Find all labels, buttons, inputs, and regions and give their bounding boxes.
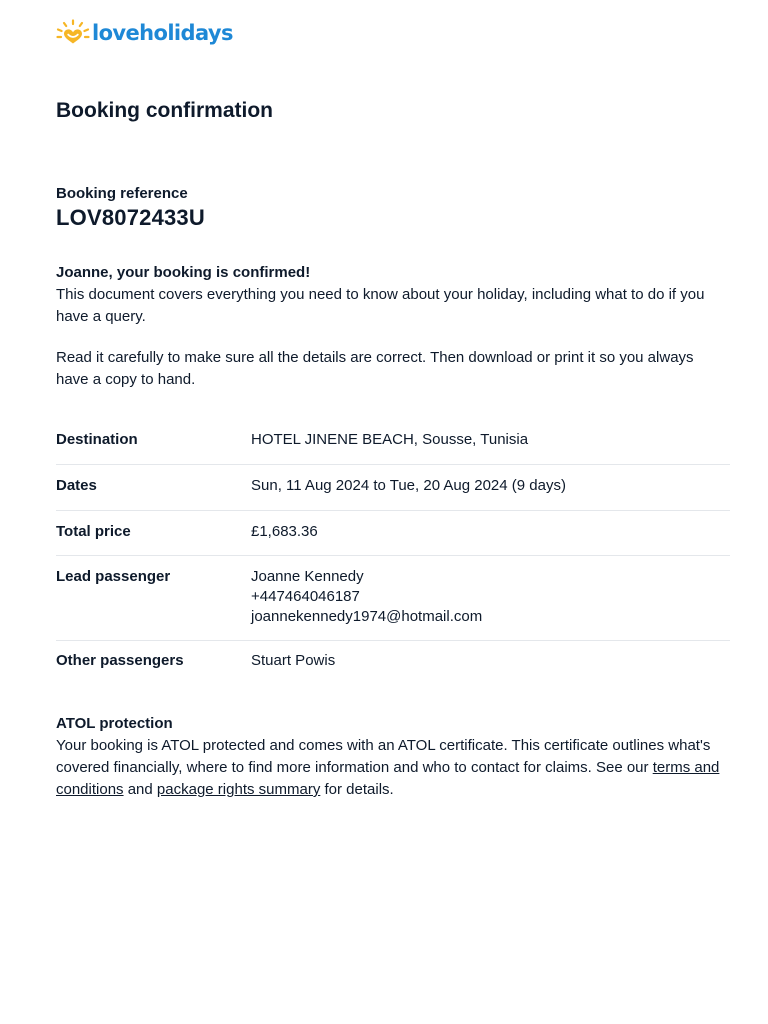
booking-details-table — [56, 420, 730, 681]
details-row-total-price — [56, 511, 730, 556]
total-price-value: £1,683.36 — [251, 523, 318, 540]
lead-passenger-value — [251, 567, 730, 640]
details-row-lead-passenger — [56, 556, 730, 641]
atol-heading: ATOL protection — [56, 715, 173, 732]
lead-passenger-name: Joanne Kennedy — [251, 568, 364, 585]
atol-paragraph — [56, 735, 730, 801]
lead-passenger-email: joannekennedy1974@hotmail.com — [251, 608, 483, 625]
dates-value: Sun, 11 Aug 2024 to Tue, 20 Aug 2024 (9 days) — [251, 477, 566, 494]
confirmation-greeting: Joanne, your booking is confirmed! — [56, 264, 311, 281]
details-row-other-passengers — [56, 641, 730, 681]
logo-wordmark: loveholidays — [92, 20, 233, 45]
loveholidays-logo — [56, 17, 233, 49]
intro-section — [56, 262, 730, 391]
atol-text: and — [123, 781, 157, 798]
destination-value: HOTEL JINENE BEACH, Sousse, Tunisia — [251, 431, 529, 448]
page-title: Booking confirmation — [56, 99, 273, 122]
details-label: Total price — [56, 523, 131, 540]
booking-reference-label: Booking reference — [56, 185, 188, 202]
terms-and-conditions-link[interactable]: terms and conditions — [56, 759, 720, 798]
details-row-dates — [56, 465, 730, 511]
sun-heart-icon — [56, 19, 90, 47]
details-label: Other passengers — [56, 652, 184, 669]
intro-paragraph: Read it carefully to make sure all the details are correct. Then download or print it so you always have a copy to hand. — [56, 349, 694, 388]
booking-reference-value: LOV8072433U — [56, 205, 205, 230]
atol-section — [56, 713, 730, 801]
package-rights-summary-link[interactable]: package rights summary — [156, 781, 321, 798]
atol-text: Your booking is ATOL protected and comes with an ATOL certificate. This certificate outlines what's covered financially, where to find more information and who to contact for claims. See our — [56, 737, 711, 776]
atol-text: for details. — [320, 781, 394, 798]
details-label: Lead passenger — [56, 568, 171, 585]
details-label: Destination — [56, 431, 138, 448]
other-passengers-value: Stuart Powis — [251, 652, 336, 669]
details-row-destination — [56, 420, 730, 465]
details-label: Dates — [56, 477, 97, 494]
intro-paragraph: This document covers everything you need to know about your holiday, including what to do if you have a query. — [56, 286, 705, 325]
lead-passenger-phone: +447464046187 — [251, 588, 360, 605]
